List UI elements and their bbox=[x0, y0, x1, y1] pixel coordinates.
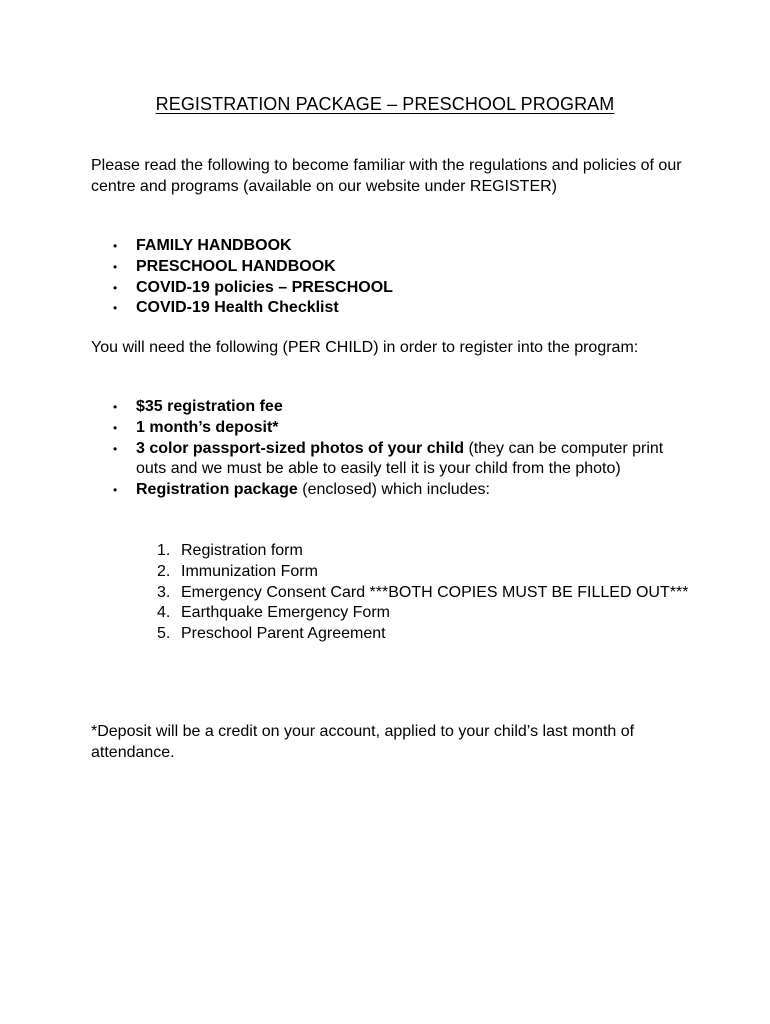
item-label: Emergency Consent Card ***BOTH COPIES MUST BE FILLED OUT*** bbox=[181, 583, 689, 601]
item-number: 2. bbox=[157, 562, 171, 580]
item-number: 4. bbox=[157, 604, 171, 622]
list-item bbox=[91, 480, 691, 501]
list-item bbox=[91, 418, 691, 439]
bullet-icon: • bbox=[113, 301, 118, 316]
list-item bbox=[91, 541, 691, 562]
policies-list bbox=[91, 236, 691, 319]
list-item bbox=[91, 439, 691, 481]
policy-label: FAMILY HANDBOOK bbox=[136, 237, 292, 254]
bullet-icon: • bbox=[113, 239, 118, 253]
policy-label: COVID-19 Health Checklist bbox=[136, 299, 339, 317]
requirements-paragraph: You will need the following (PER CHILD) in order to register into the program: bbox=[91, 339, 639, 356]
bullet-icon: • bbox=[113, 441, 118, 456]
page-title: REGISTRATION PACKAGE – PRESCHOOL PROGRAM bbox=[155, 94, 615, 114]
item-label: Earthquake Emergency Form bbox=[181, 604, 390, 622]
bullet-icon: • bbox=[113, 420, 118, 435]
requirement-label: $35 registration fee bbox=[136, 398, 283, 415]
list-item bbox=[91, 603, 691, 624]
requirement-label: 1 month’s deposit* bbox=[136, 418, 279, 436]
requirement-detail: (they can be computer print outs and we must be able to easily tell it is your child from the photo) bbox=[136, 439, 664, 478]
item-number: 5. bbox=[157, 625, 171, 643]
item-number: 3. bbox=[157, 583, 171, 601]
footnote: *Deposit will be a credit on your account, applied to your child’s last month of attendance. bbox=[91, 723, 635, 761]
bullet-icon: • bbox=[113, 483, 118, 498]
item-number: 1. bbox=[157, 542, 171, 559]
policy-label: COVID-19 policies – PRESCHOOL bbox=[136, 278, 393, 296]
list-item bbox=[91, 397, 691, 418]
item-label: Preschool Parent Agreement bbox=[181, 625, 386, 643]
list-item bbox=[91, 298, 691, 319]
list-item bbox=[91, 257, 691, 278]
requirement-label: Registration package bbox=[136, 481, 298, 499]
bullet-icon: • bbox=[113, 280, 118, 295]
list-item bbox=[91, 236, 691, 257]
item-label: Registration form bbox=[181, 542, 303, 559]
item-label: Immunization Form bbox=[181, 562, 318, 580]
list-item bbox=[91, 624, 691, 645]
list-item bbox=[91, 583, 691, 604]
requirement-detail: (enclosed) which includes: bbox=[297, 481, 490, 499]
bullet-icon: • bbox=[113, 259, 118, 274]
policy-label: PRESCHOOL HANDBOOK bbox=[136, 257, 336, 275]
list-item bbox=[91, 562, 691, 583]
requirements-list bbox=[91, 397, 691, 501]
bullet-icon: • bbox=[113, 400, 118, 414]
package-items-list bbox=[91, 541, 691, 645]
intro-paragraph: Please read the following to become familiar with the regulations and policies of our centre and programs (available on our website under REGISTER) bbox=[91, 157, 682, 195]
requirement-label: 3 color passport-sized photos of your child bbox=[136, 439, 465, 457]
list-item bbox=[91, 278, 691, 299]
